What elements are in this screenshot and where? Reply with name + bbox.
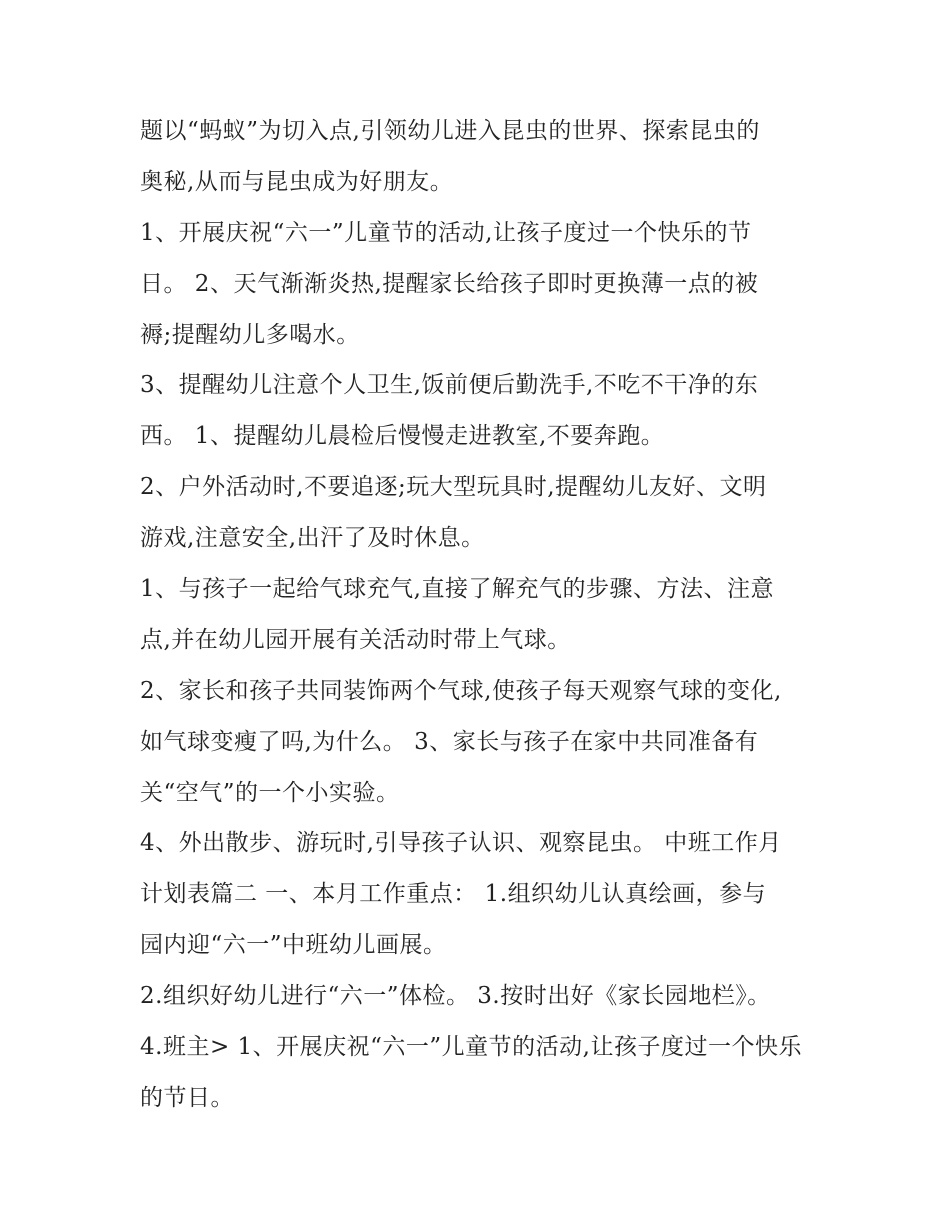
text-line: 如气球变瘦了吗,为什么。 3、家长与孩子在家中共同准备有 [140,728,759,755]
text-line: 园内迎“六一”中班幼儿画展。 [140,932,447,959]
text-line: 4.班主> 1、开展庆祝“六一”儿童节的活动,让孩子度过一个快乐 [140,1034,802,1061]
text-line: 1、开展庆祝“六一”儿童节的活动,让孩子度过一个快乐的节 [140,219,752,246]
text-line: 2、户外活动时,不要追逐;玩大型玩具时,提醒幼儿友好、文明 [140,474,767,501]
text-line: 1、与孩子一起给气球充气,直接了解充气的步骤、方法、注意 [140,576,774,603]
text-line: 2.组织好幼儿进行“六一”体检。 3.按时出好《家长园地栏》。 [140,983,771,1010]
text-line: 点,并在幼儿园开展有关活动时带上气球。 [140,626,571,653]
text-line: 褥;提醒幼儿多喝水。 [140,321,360,348]
text-line: 2、家长和孩子共同装饰两个气球,使孩子每天观察气球的变化, [140,677,782,704]
document-body [140,106,820,1124]
text-line: 4、外出散步、游玩时,引导孩子认识、观察昆虫。 中班工作月 [140,830,782,857]
text-line: 游戏,注意安全,出汗了及时休息。 [140,525,485,552]
text-line: 日。 2、天气渐渐炎热,提醒家长给孩子即时更换薄一点的被 [140,270,759,297]
text-line: 西。 1、提醒幼儿晨检后慢慢走进教室,不要奔跑。 [140,423,665,450]
text-line: 题以“蚂蚁”为切入点,引领幼儿进入昆虫的世界、探索昆虫的 [140,118,760,144]
text-line: 计划表篇二 一、本月工作重点： 1.组织幼儿认真绘画，参与 [140,881,767,908]
text-line: 3、提醒幼儿注意个人卫生,饭前便后勤洗手,不吃不干净的东 [140,372,759,399]
text-line: 奥秘,从而与昆虫成为好朋友。 [140,168,454,195]
text-line: 的节日。 [140,1084,234,1111]
text-line: 关“空气”的一个小实验。 [140,779,400,806]
